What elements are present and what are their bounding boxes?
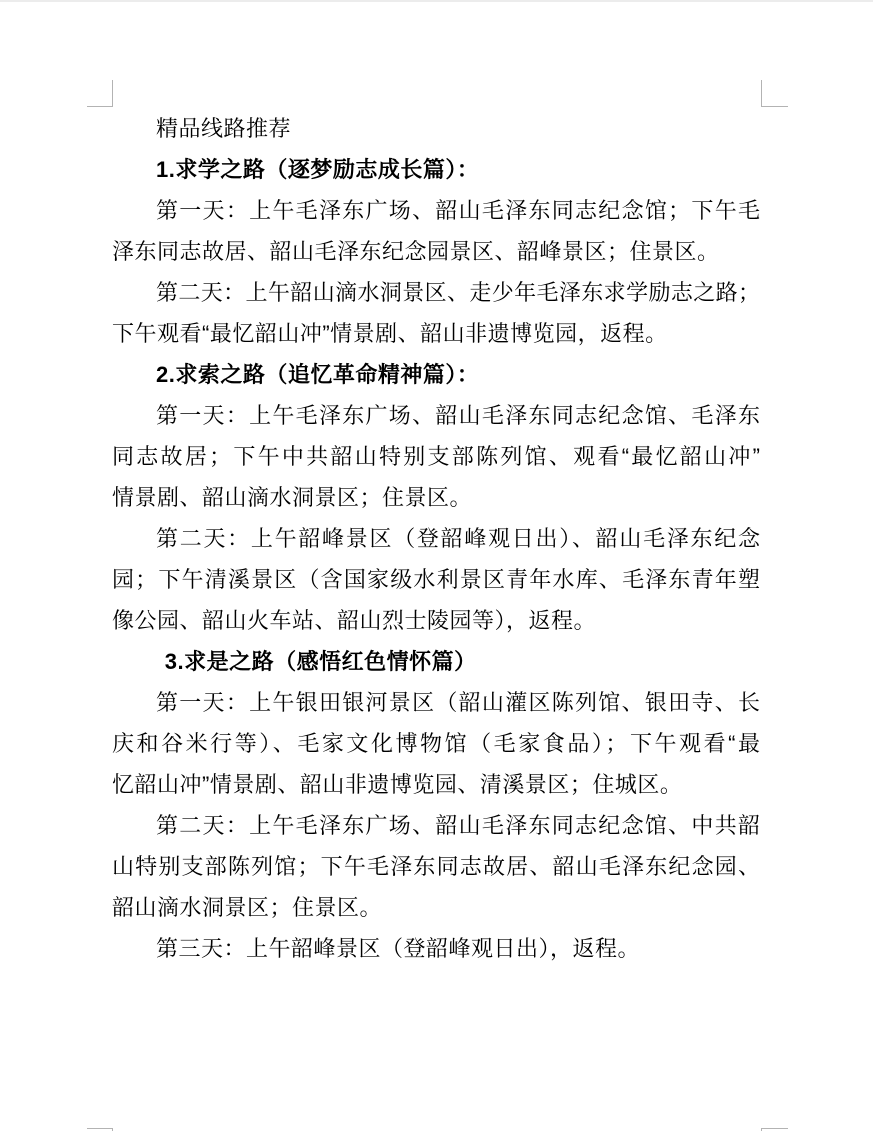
document-title: 精品线路推荐 <box>156 116 292 141</box>
text-line: 下午观看“最忆韶山冲”情景剧、韶山非遗博览园，返程。 <box>112 321 668 346</box>
margin-crop-mark-top-right <box>761 106 788 107</box>
margin-crop-mark-top-left <box>112 80 113 107</box>
text-line: 山特别支部陈列馆；下午毛泽东同志故居、韶山毛泽东纪念园、 <box>112 854 760 879</box>
text-line: 忆韶山冲”情景剧、韶山非遗博览园、清溪景区；住城区。 <box>112 772 683 797</box>
text-line: 同志故居；下午中共韶山特别支部陈列馆、观看“最忆韶山冲” <box>112 444 760 469</box>
text-line: 第三天：上午韶峰景区（登韶峰观日出），返程。 <box>156 936 641 961</box>
text-line: 园；下午清溪景区（含国家级水利景区青年水库、毛泽东青年塑 <box>112 567 760 592</box>
text-line: 第一天：上午银田银河景区（韶山灌区陈列馆、银田寺、长 <box>156 690 760 715</box>
margin-crop-mark-bottom-left <box>87 1128 113 1129</box>
text-line: 第二天：上午毛泽东广场、韶山毛泽东同志纪念馆、中共韶 <box>156 813 760 838</box>
document-body <box>112 108 760 969</box>
text-line: 韶山滴水洞景区；住景区。 <box>112 895 383 920</box>
text-line: 泽东同志故居、韶山毛泽东纪念园景区、韶峰景区；住景区。 <box>112 239 720 264</box>
text-line: 第二天：上午韶山滴水洞景区、走少年毛泽东求学励志之路； <box>156 280 760 305</box>
text-line: 第二天：上午韶峰景区（登韶峰观日出）、韶山毛泽东纪念 <box>156 526 760 551</box>
margin-crop-mark-top-left <box>87 106 113 107</box>
margin-crop-mark-bottom-right <box>761 1128 788 1129</box>
text-line: 第一天：上午毛泽东广场、韶山毛泽东同志纪念馆、毛泽东 <box>156 403 760 428</box>
section-2-heading: 2.求索之路（追忆革命精神篇）： <box>156 362 480 387</box>
text-line: 第一天：上午毛泽东广场、韶山毛泽东同志纪念馆；下午毛 <box>156 198 760 223</box>
section-1-heading: 1.求学之路（逐梦励志成长篇）： <box>156 157 480 182</box>
margin-crop-mark-top-right <box>761 80 762 107</box>
text-line: 情景剧、韶山滴水洞景区；住景区。 <box>112 485 473 510</box>
window-top-edge <box>0 0 873 2</box>
text-line: 像公园、韶山火车站、韶山烈士陵园等），返程。 <box>112 608 597 633</box>
section-3-heading: 3.求是之路（感悟红色情怀篇） <box>164 649 477 674</box>
text-line: 庆和谷米行等）、毛家文化博物馆（毛家食品）；下午观看“最 <box>112 731 760 756</box>
